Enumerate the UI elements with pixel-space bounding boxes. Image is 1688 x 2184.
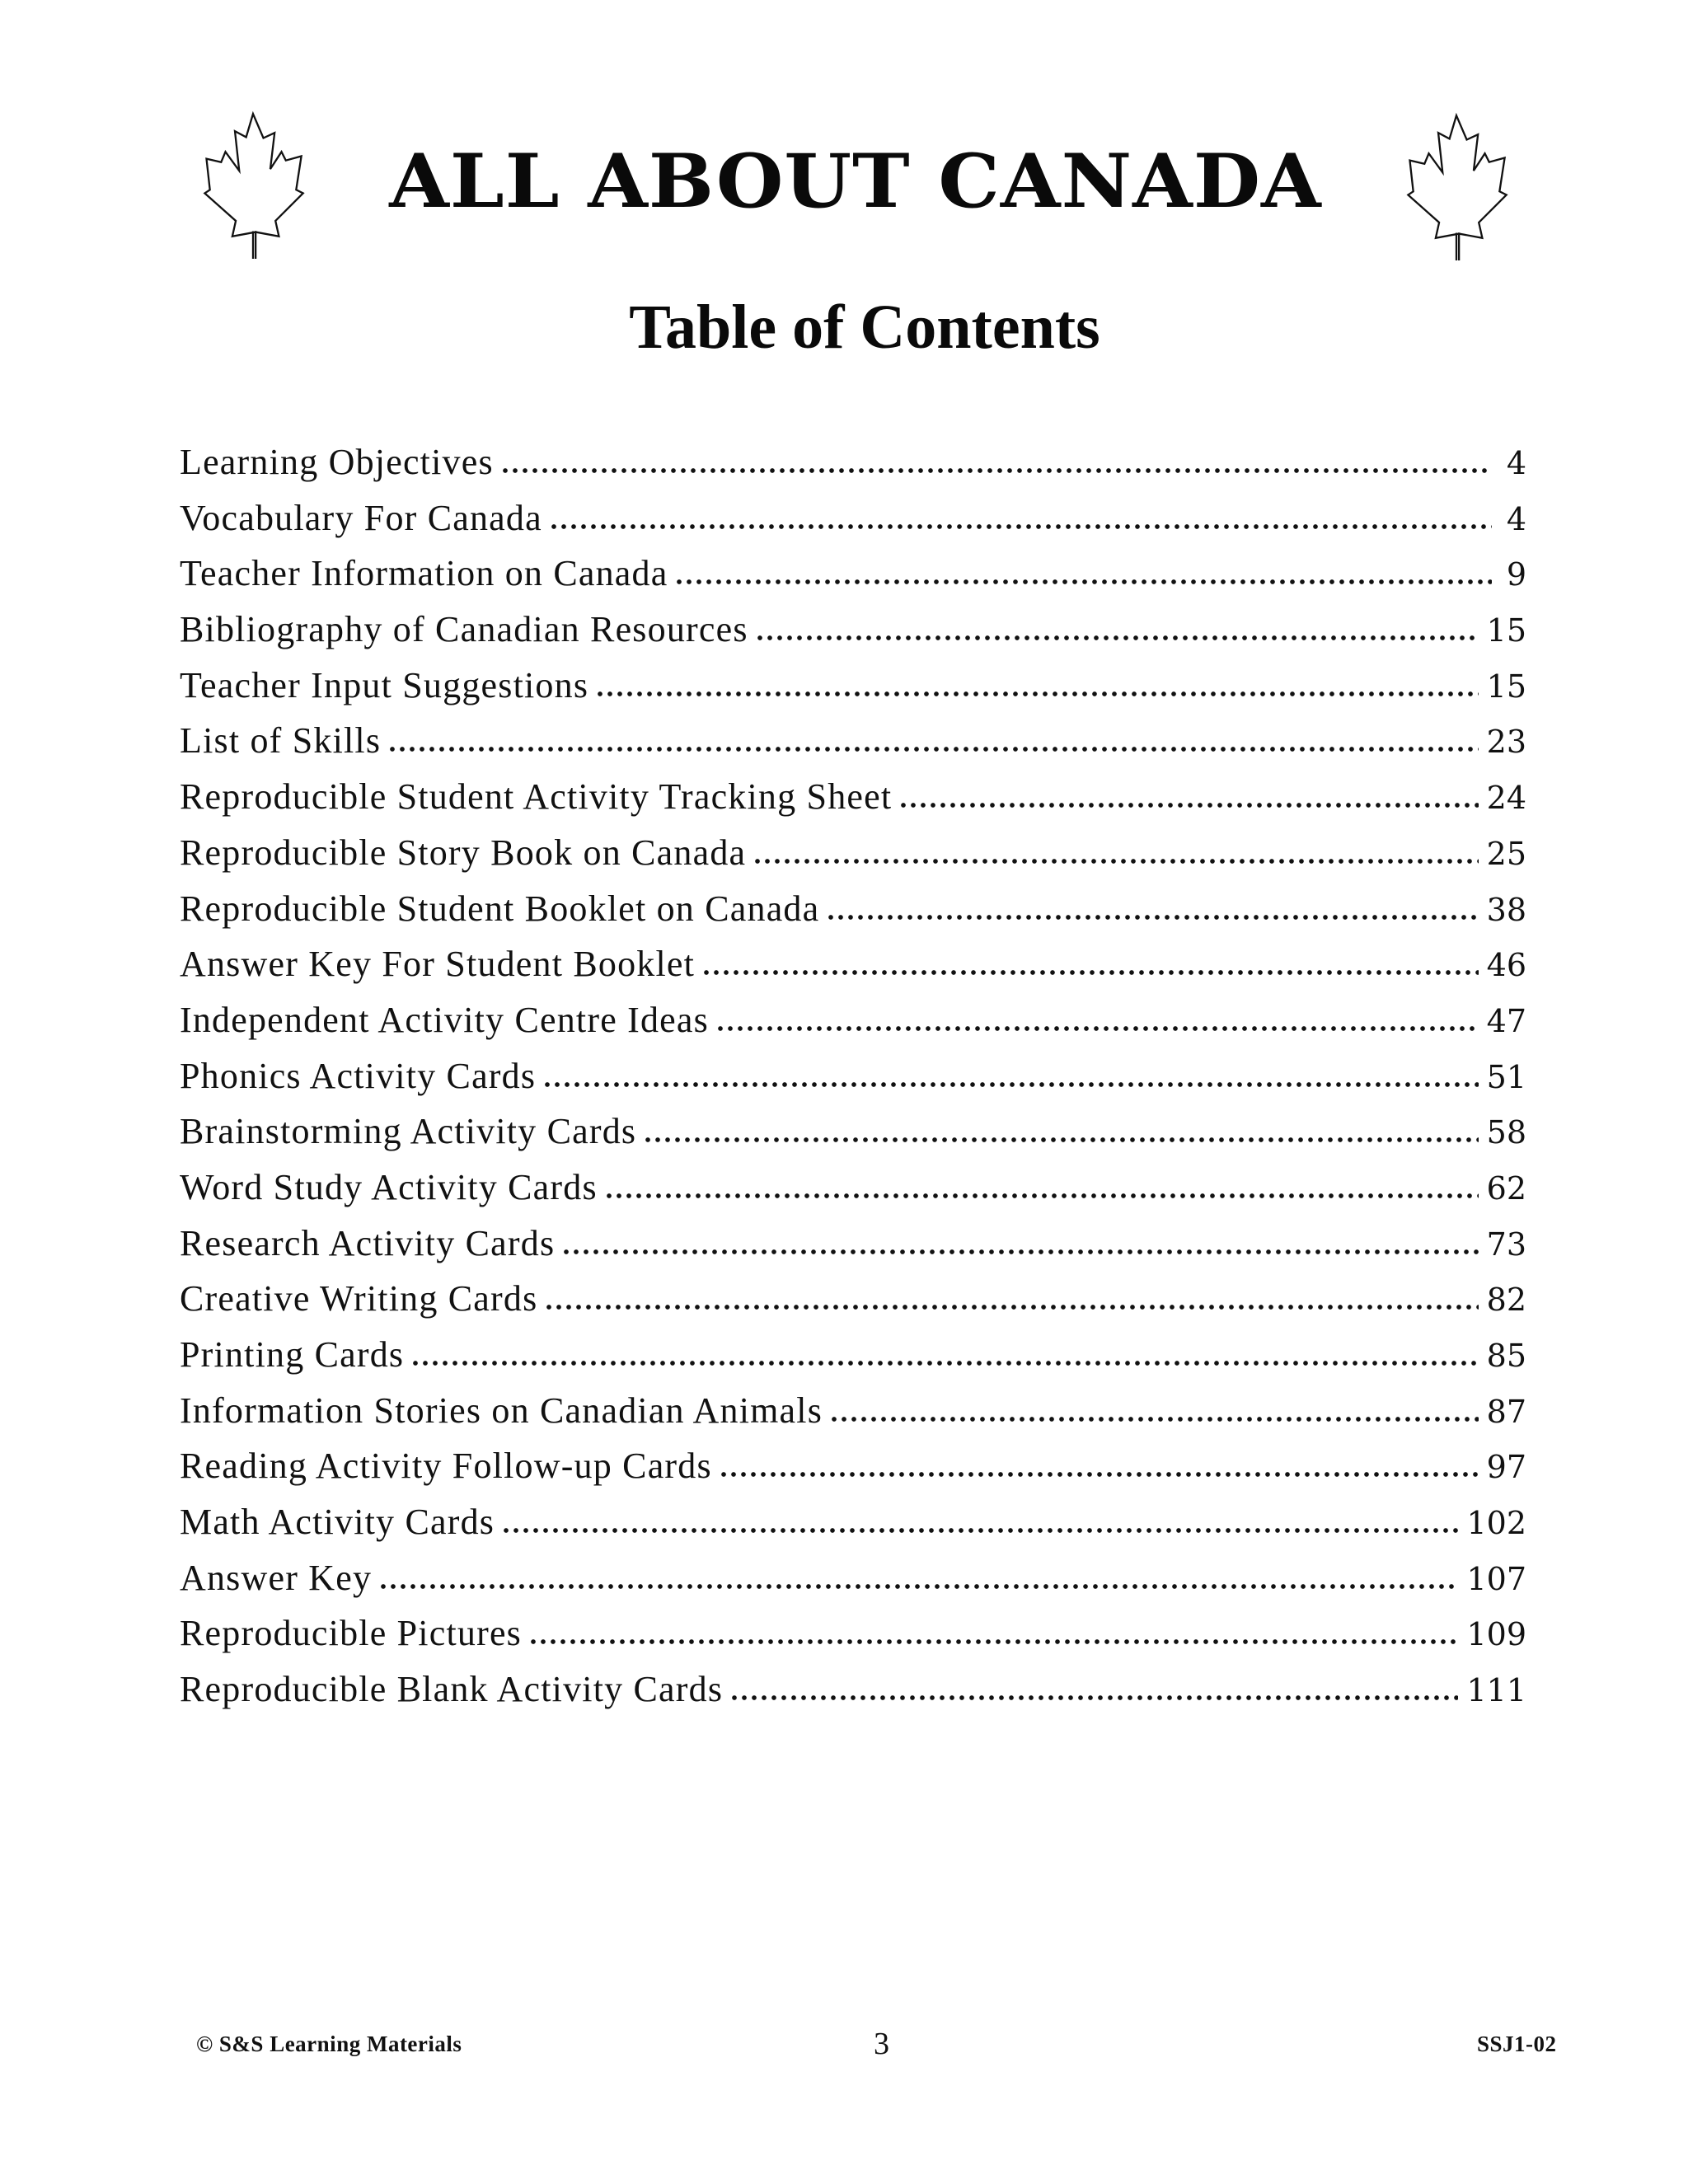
toc-entry-label: Answer Key (180, 1557, 373, 1598)
toc-entry-list-of-skills[interactable] (180, 719, 1526, 776)
toc-entry-brainstorming[interactable] (180, 1110, 1526, 1166)
toc-entry-page: 102 (1466, 1505, 1526, 1542)
dot-leader (561, 1249, 1478, 1254)
dot-leader (826, 915, 1478, 920)
dot-leader (500, 468, 1492, 473)
toc-entry-creative-writing[interactable] (180, 1277, 1526, 1333)
document-title: ALL ABOUT CANADA (389, 138, 1322, 225)
toc-entry-vocabulary[interactable] (180, 497, 1526, 553)
toc-entry-label: Word Study Activity Cards (180, 1166, 598, 1207)
footer-copyright: © S&S Learning Materials (196, 2032, 462, 2056)
dot-leader (549, 524, 1492, 529)
dot-leader (674, 579, 1492, 584)
toc-entry-page: 23 (1486, 724, 1526, 761)
toc-heading: Table of Contents (629, 293, 1100, 362)
toc-entry-teacher-input[interactable] (180, 664, 1526, 720)
toc-entry-page: 107 (1466, 1560, 1526, 1597)
dot-leader (719, 1472, 1479, 1477)
toc-entry-student-booklet[interactable] (180, 888, 1526, 944)
toc-entry-page: 4 (1506, 445, 1526, 481)
toc-entry-answer-key[interactable] (180, 1557, 1526, 1613)
toc-entry-activity-centre[interactable] (180, 999, 1526, 1055)
toc-entry-label: Printing Cards (180, 1334, 405, 1375)
table-of-contents (180, 441, 1526, 1724)
toc-entry-learning-objectives[interactable] (180, 441, 1526, 497)
toc-entry-page: 15 (1486, 668, 1526, 705)
dot-leader (643, 1137, 1478, 1142)
toc-entry-label: Research Activity Cards (180, 1222, 556, 1263)
toc-entry-pictures[interactable] (180, 1612, 1526, 1668)
toc-entry-printing[interactable] (180, 1333, 1526, 1390)
toc-entry-label: Teacher Information on Canada (180, 553, 668, 594)
dot-leader (501, 1528, 1458, 1533)
dot-leader (604, 1193, 1479, 1198)
toc-entry-story-book[interactable] (180, 832, 1526, 888)
toc-entry-animal-stories[interactable] (180, 1390, 1526, 1446)
toc-entry-bibliography[interactable] (180, 608, 1526, 664)
toc-entry-label: Reading Activity Follow-up Cards (180, 1446, 712, 1487)
toc-entry-label: Phonics Activity Cards (180, 1055, 537, 1096)
toc-entry-answer-key-booklet[interactable] (180, 943, 1526, 999)
toc-entry-label: Reproducible Student Booklet on Canada (180, 888, 820, 929)
toc-entry-label: Brainstorming Activity Cards (180, 1111, 637, 1152)
toc-entry-page: 111 (1466, 1672, 1526, 1709)
toc-entry-tracking-sheet[interactable] (180, 776, 1526, 832)
dot-leader (829, 1417, 1479, 1422)
toc-entry-label: Bibliography of Canadian Resources (180, 609, 748, 650)
toc-entry-label: Teacher Input Suggestions (180, 664, 589, 705)
toc-entry-label: Reproducible Story Book on Canada (180, 832, 747, 873)
toc-entry-reading-follow-up[interactable] (180, 1445, 1526, 1501)
dot-leader (701, 970, 1479, 975)
toc-entry-page: 25 (1486, 835, 1526, 872)
dot-leader (755, 635, 1479, 640)
toc-entry-page: 109 (1466, 1616, 1526, 1653)
toc-entry-label: Learning Objectives (180, 442, 494, 482)
toc-entry-label: Math Activity Cards (180, 1502, 495, 1543)
toc-entry-page: 38 (1486, 891, 1526, 928)
toc-entry-research[interactable] (180, 1222, 1526, 1278)
toc-entry-page: 47 (1486, 1002, 1526, 1039)
toc-entry-page: 85 (1486, 1338, 1526, 1374)
toc-entry-label: Creative Writing Cards (180, 1278, 538, 1319)
toc-entry-page: 58 (1486, 1114, 1526, 1151)
dot-leader (528, 1639, 1458, 1644)
dot-leader (387, 747, 1478, 752)
toc-entry-label: Reproducible Student Activity Tracking Sheet (180, 776, 893, 818)
toc-entry-math[interactable] (180, 1501, 1526, 1557)
dot-leader (542, 1082, 1478, 1087)
dot-leader (729, 1695, 1458, 1700)
toc-entry-page: 87 (1486, 1393, 1526, 1430)
toc-entry-page: 4 (1506, 500, 1526, 537)
toc-entry-page: 97 (1486, 1449, 1526, 1486)
toc-entry-page: 82 (1486, 1282, 1526, 1319)
toc-entry-label: Information Stories on Canadian Animals (180, 1390, 823, 1431)
toc-entry-blank-cards[interactable] (180, 1668, 1526, 1724)
toc-entry-page: 9 (1506, 556, 1526, 593)
toc-entry-label: Reproducible Pictures (180, 1613, 522, 1654)
toc-entry-label: Answer Key For Student Booklet (180, 944, 696, 985)
dot-leader (410, 1361, 1478, 1366)
toc-entry-word-study[interactable] (180, 1166, 1526, 1222)
maple-leaf-icon (1395, 112, 1518, 260)
toc-entry-page: 73 (1486, 1226, 1526, 1263)
dot-leader (898, 803, 1478, 808)
footer-page-number: 3 (874, 2027, 889, 2061)
dot-leader (753, 859, 1478, 864)
toc-entry-label: Vocabulary For Canada (180, 497, 542, 538)
dot-leader (544, 1305, 1478, 1310)
toc-entry-phonics[interactable] (180, 1055, 1526, 1111)
toc-entry-page: 62 (1486, 1169, 1526, 1207)
toc-entry-teacher-information[interactable] (180, 552, 1526, 608)
toc-entry-label: Independent Activity Centre Ideas (180, 999, 709, 1040)
toc-entry-page: 15 (1486, 612, 1526, 649)
dot-leader (378, 1584, 1458, 1589)
toc-entry-page: 46 (1486, 947, 1526, 984)
toc-entry-label: Reproducible Blank Activity Cards (180, 1669, 724, 1710)
dot-leader (715, 1026, 1479, 1031)
toc-entry-label: List of Skills (180, 720, 382, 762)
footer-product-code: SSJ1-02 (1477, 2032, 1557, 2056)
dot-leader (595, 691, 1478, 696)
toc-entry-page: 24 (1486, 780, 1526, 817)
toc-entry-page: 51 (1486, 1058, 1526, 1095)
